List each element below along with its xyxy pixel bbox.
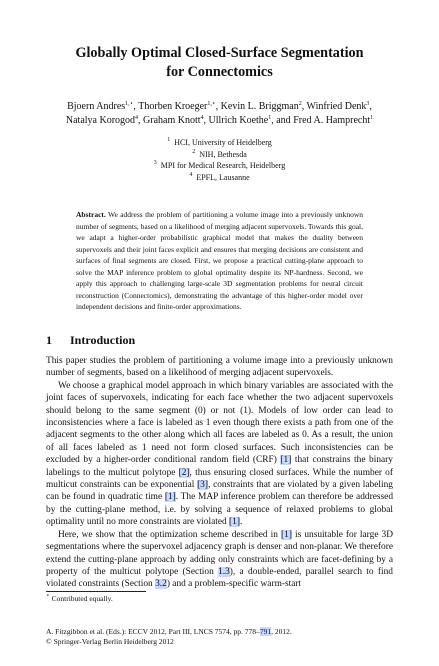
paragraph-text: . — [239, 517, 243, 528]
section-reference-link[interactable]: 1.3 — [218, 566, 230, 577]
author-name: Natalya Korogod — [65, 115, 136, 126]
citation-link[interactable]: [1] — [280, 455, 292, 466]
paragraph-text: is unsuitable for large 3D segmentations where the supervoxel adjacency graph is denser and non-planar. We therefore extend the cutting-plane approach by adding only constraints which are facet-defining by a property of the multicut polytope (Section — [46, 529, 393, 577]
affiliation-text: HCI, University of Heidelberg — [174, 138, 272, 147]
publication-citation-end: , 2012. — [271, 627, 292, 636]
paragraph: This paper studies the problem of partitioning a volume image into a previously unknown number of segments, based on a likelihood of merging adjacent supervoxels. — [46, 356, 393, 379]
affiliation-number: 1 — [167, 137, 171, 143]
author-affil-marker: 2 — [298, 101, 302, 107]
paragraph-text: , thus ensuring closed surfaces. While the number of multicut constraints can be exponential — [46, 467, 393, 491]
affiliation-text: EPFL, Lausanne — [196, 172, 250, 182]
citation-link[interactable]: [1] — [164, 492, 176, 503]
paragraph-text: ), a double-ended, parallel search to find violated constraints (Section — [46, 566, 393, 590]
affiliation-number: 4 — [189, 171, 193, 178]
paragraph-text: We choose a graphical model approach in which binary variables are associated with the joint faces of supervoxels, indicating for each face whether the two adjacent supervoxels should belong to the same segment (0) or not (1). Models of low order can lead to inconsistencies where a face is labeled as 1 even though there exists a path from one of the adjacent segments to the other along which all faces are labeled as 0. As a result, the union of all faces labeled as 1 need not form closed surfaces. Such inconsistencies can be excluded by a higher-order conditional random field (CRF) — [46, 380, 393, 466]
author-affil-marker: 1,⋆ — [125, 101, 134, 107]
citation-link[interactable]: [1] — [229, 517, 240, 528]
section-heading — [46, 333, 135, 347]
affiliation-text: NIH, Bethesda — [199, 149, 247, 159]
publication-line-1 — [46, 627, 292, 637]
abstract-text: We address the problem of partitioning a volume image into a previously unknown number of segments, based on a likelihood of merging adjacent supervoxels. Towards this goal, we adapt a higher-order probabilistic graphical model that makes the duality between supervoxels and their joint faces explicit and ensures that merging decisions are consistent and surfaces of final segments are closed. First, we propose a practical cutting-plane approach to solve the MAP inference problem to global optimality despite its NP-hardness. Second, we apply this approach to challenging large-scale 3D segmentation problems for neural circuit reconstruction (Connectomics), demonstrating the advantage of this higher-order model over independent decisions and finite-order approximations. — [76, 210, 363, 311]
author-name: Graham Knott — [143, 115, 201, 126]
author-name: Kevin L. Briggman — [220, 101, 299, 112]
paragraph — [46, 380, 393, 529]
citation-link[interactable]: [2] — [178, 467, 190, 478]
author-affil-marker: 4 — [135, 115, 139, 121]
author-affil-marker: 4 — [200, 115, 204, 121]
section-reference-link[interactable]: 3.2 — [155, 579, 167, 590]
paragraph-text: Here, we show that the optimization scheme described in — [58, 529, 282, 540]
footnote — [46, 594, 113, 604]
author-conjunction: and — [276, 115, 291, 126]
citation-link[interactable]: [1] — [281, 529, 292, 540]
footnote-symbol: ⋆ — [46, 593, 50, 599]
author-list — [40, 100, 399, 128]
paragraph-text: ) and a problem-specific warm-start — [166, 579, 302, 590]
page-range-link[interactable]: 791 — [259, 627, 272, 636]
author-name: Bjoern Andres — [67, 101, 126, 112]
affiliation-number: 2 — [192, 148, 196, 155]
affiliation-item — [60, 160, 379, 172]
affiliation-text: MPI for Medical Research, Heidelberg — [160, 161, 286, 170]
author-name: Thorben Kroeger — [138, 101, 208, 112]
author-name: Fred A. Hamprecht — [293, 115, 371, 126]
author-name: Ullrich Koethe — [208, 115, 269, 126]
publication-info — [46, 627, 292, 647]
footnote-text: Contributed equally. — [51, 594, 113, 603]
author-line-2: Natalya Korogod$^4$, Graham Knott$^4$, Ullrich Koethe$^1$, and Fred A. Hamprecht$^1$ — [65, 115, 374, 126]
title-line-2: for Connectomics — [166, 64, 273, 80]
body-text — [46, 355, 393, 591]
citation-link[interactable]: [3] — [197, 480, 208, 491]
abstract — [76, 209, 363, 313]
author-line-1: Bjoern Andres$^{1,⋆}$, Thorben Kroeger$^{1,⋆}$, Kevin L. Briggman$^2$, Winfried Denk$^3$, — [67, 101, 372, 112]
author-affil-marker: 1 — [370, 115, 374, 121]
section-number: 1 — [46, 333, 52, 347]
title-line-1: Globally Optimal Closed-Surface Segmentation — [75, 45, 364, 61]
paper-title — [40, 44, 399, 82]
abstract-label: Abstract. — [76, 210, 106, 219]
affiliation-number: 3 — [153, 160, 157, 166]
paragraph-text: that constrains the binary labelings to the multicut polytope — [46, 455, 393, 478]
affiliation-item — [60, 172, 379, 184]
author-affil-marker: 3 — [366, 101, 370, 107]
author-affil-marker: 1,⋆ — [207, 101, 216, 107]
publication-citation: A. Fitzgibbon et al. (Eds.): ECCV 2012, Part III, LNCS 7574, pp. 778– — [46, 627, 260, 636]
affiliation-list — [60, 137, 379, 183]
section-title: Introduction — [70, 333, 136, 347]
affiliation-item — [60, 149, 379, 161]
paragraph-text: , constraints that are violated by a given labeling can be found in quadratic time — [46, 480, 393, 503]
affiliation-item — [60, 137, 379, 149]
copyright-notice: © Springer-Verlag Berlin Heidelberg 2012 — [46, 637, 174, 646]
footnote-divider — [46, 591, 146, 592]
paragraph-text: . The MAP inference problem can therefore be addressed by the cutting-plane method, i.e. by solving a sequence of relaxed problems to global optimality until no more constraints are violated — [46, 492, 394, 528]
paragraph — [46, 529, 393, 591]
author-affil-marker: 1 — [268, 115, 272, 121]
author-name: Winfried Denk — [306, 101, 367, 112]
